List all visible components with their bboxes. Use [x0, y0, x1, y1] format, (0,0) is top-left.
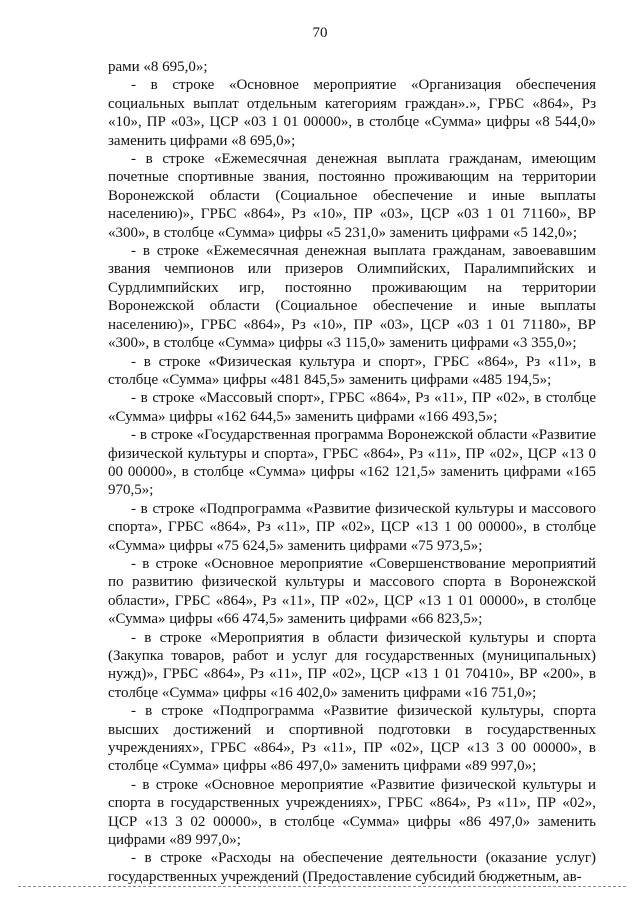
- paragraph: - в строке «Подпрограмма «Развитие физической культуры и массового спорта», ГРБС «864», Рз «11», ПР «02», ЦСР «13 1 00 00000», в столбце «Сумма» цифры «75 624,5» заменить цифрами «75 973,5»;: [108, 500, 596, 554]
- paragraph-continuation: рами «8 695,0»;: [108, 59, 208, 75]
- paragraph: - в строке «Основное мероприятие «Развитие физической культуры и спорта в государственных учреждениях», ГРБС «864», Рз «11», ПР «02», ЦСР «13 3 02 00000», в столбце «Сумма» цифры «86 497,0» заменить цифрами «89 997,0»;: [108, 776, 596, 849]
- paragraph: - в строке «Подпрограмма «Развитие физической культуры, спорта высших достижений и спортивной подготовки в государственных учреждениях», ГРБС «864», Рз «11», ПР «02», ЦСР «13 3 00 00000», в столбце «Сумма» цифры «86 497,0» заменить цифрами «89 997,0»;: [108, 703, 596, 775]
- paragraph: - в строке «Массовый спорт», ГРБС «864», Рз «11», ПР «02», в столбце «Сумма» цифры «162 644,5» заменить цифрами «166 493,5»;: [108, 390, 596, 425]
- paragraph: - в строке «Ежемесячная денежная выплата гражданам, имеющим почетные спортивные звания, постоянно проживающим на территории Воронежской области (Социальное обеспечение и иные выплаты населению)», ГРБС «864», Рз «10», ПР «03», ЦСР «03 1 01 71160», ВР «300», в столбце «Сумма» цифры «5 231,0» заменить цифрами «5 142,0»;: [108, 151, 596, 241]
- paragraph: - в строке «Основное мероприятие «Совершенствование мероприятий по развитию физической культуры и массового спорта в Воронежской области», ГРБС «864», Рз «11», ПР «02», ЦСР «13 1 01 00000», в столбце «Сумма» цифры «66 474,5» заменить цифрами «66 823,5»;: [108, 555, 596, 628]
- paragraph: - в строке «Физическая культура и спорт», ГРБС «864», Рз «11», в столбце «Сумма» цифры «481 845,5» заменить цифрами «485 194,5»;: [108, 353, 596, 388]
- paragraph: - в строке «Расходы на обеспечение деятельности (оказание услуг) государственных учреждений (Предоставление субсидий бюджетным, ав-: [108, 850, 596, 885]
- paragraph: - в строке «Государственная программа Воронежской области «Развитие физической культуры и спорта», ГРБС «864», Рз «11», ПР «02», ЦСР «13 0 00 00000», в столбце «Сумма» цифры «162 121,5» заменить цифрами «165 970,5»;: [108, 427, 596, 499]
- document-body: [108, 58, 596, 886]
- page-number: 70: [312, 25, 328, 41]
- paragraph: - в строке «Ежемесячная денежная выплата гражданам, завоевавшим звания чемпионов или призеров Олимпийских, Паралимпийских и Сурдлимпийских игр, постоянно проживающим на территории Воронежской области (Социальное обеспечение и иные выплаты населению)», ГРБС «864», Рз «10», ПР «03», ЦСР «03 1 01 71180», ВР «300», в столбце «Сумма» цифры «3 115,0» заменить цифрами «3 355,0»;: [108, 243, 596, 352]
- paragraph: - в строке «Мероприятия в области физической культуры и спорта (Закупка товаров, работ и услуг для государственных (муниципальных) нужд)», ГРБС «864», Рз «11», ПР «02», ЦСР «13 1 01 70410», ВР «200», в столбце «Сумма» цифры «16 402,0» заменить цифрами «16 751,0»;: [108, 629, 596, 701]
- paragraph: - в строке «Основное мероприятие «Организация обеспечения социальных выплат отдельным категориям граждан».», ГРБС «864», Рз «10», ПР «03», ЦСР «03 1 01 00000», в столбце «Сумма» цифры «8 544,0» заменить цифрами «8 695,0»;: [108, 77, 596, 149]
- footer-divider: [18, 886, 626, 887]
